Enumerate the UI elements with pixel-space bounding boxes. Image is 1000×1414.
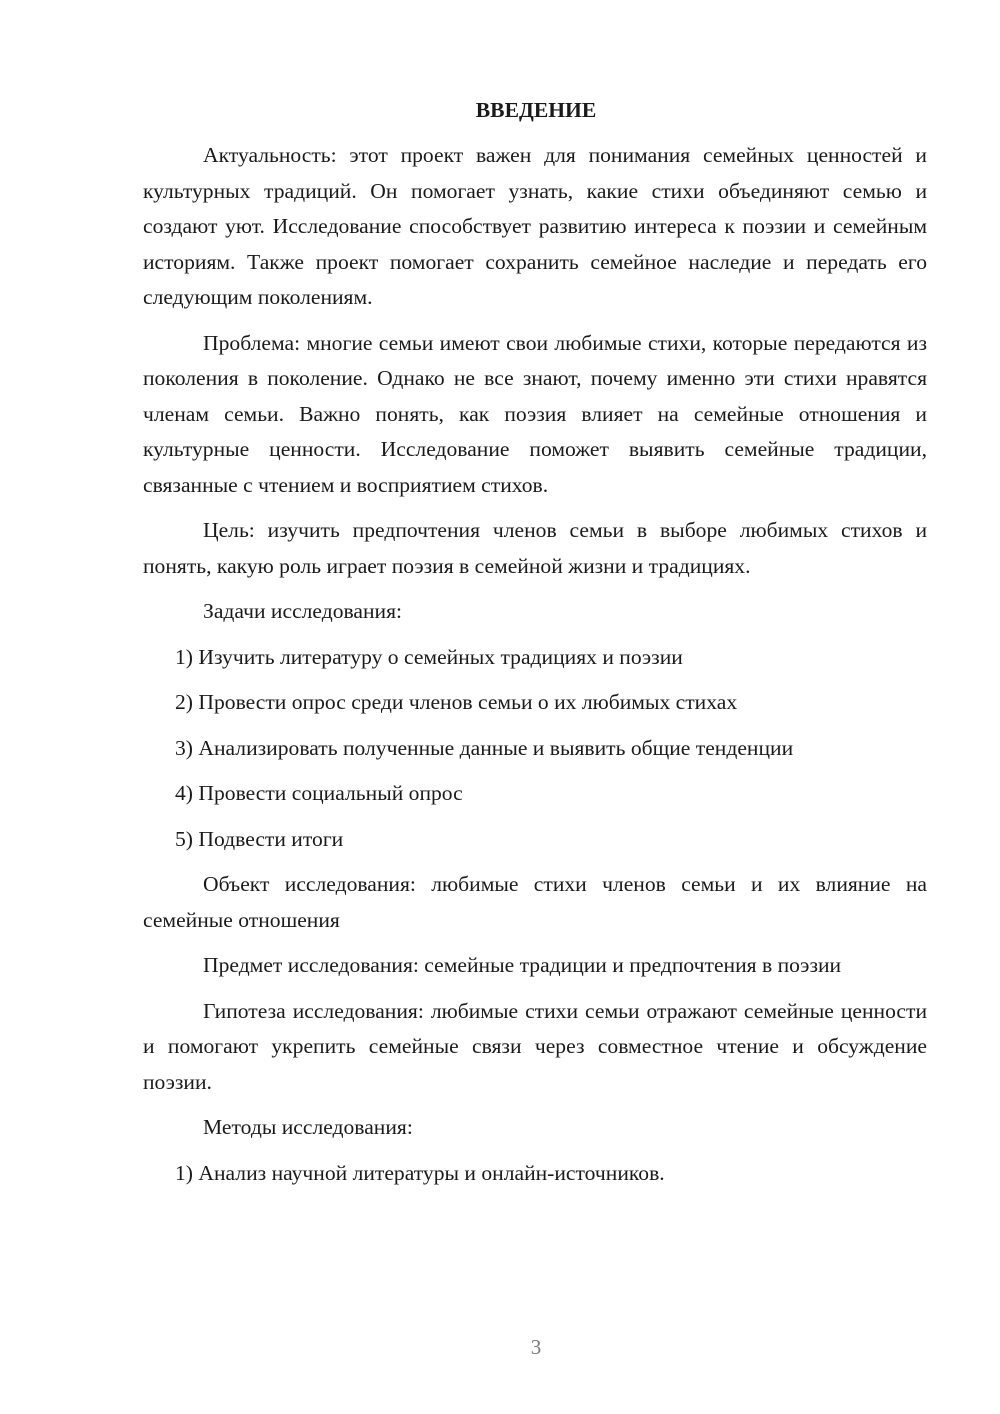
tasks-list <box>143 640 927 858</box>
list-item: 4) Провести социальный опрос <box>175 781 463 805</box>
methods-heading: Методы исследования: <box>203 1115 413 1139</box>
list-item: 1) Изучить литературу о семейных традициях и поэзии <box>175 644 683 669</box>
object-paragraph: Объект исследования: любимые стихи членов семьи и их влияние на семейные отношения <box>143 872 927 932</box>
problem-paragraph: Проблема: многие семьи имеют свои любимые стихи, которые передаются из поколения в поколение. Однако не все знают, почему именно эти стихи нравятся членам семьи. Важно понять, как поэзия влияет на семейные отношения и культурные ценности. Исследование поможет выявить семейные традиции, связанные с чтением и восприятием стихов. <box>143 330 927 497</box>
list-item: 2) Провести опрос среди членов семьи о их любимых стихах <box>175 690 738 714</box>
document-body <box>143 92 927 1201</box>
list-item: 3) Анализировать полученные данные и выявить общие тенденции <box>175 735 794 760</box>
list-item: 1) Анализ научной литературы и онлайн-источников. <box>175 1160 665 1185</box>
subject-paragraph: Предмет исследования: семейные традиции и предпочтения в поэзии <box>203 953 842 977</box>
goal-paragraph: Цель: изучить предпочтения членов семьи в выборе любимых стихов и понять, какую роль играет поэзия в семейной жизни и традициях. <box>143 518 927 578</box>
methods-list <box>143 1156 927 1192</box>
list-item: 5) Подвести итоги <box>175 826 344 851</box>
relevance-paragraph: Актуальность: этот проект важен для понимания семейных ценностей и культурных традиций. Он помогает узнать, какие стихи объединяют семью и создают уют. Исследование способствует развитию интереса к поэзии и семейным историям. Также проект помогает сохранить семейное наследие и передать его следующим поколениям. <box>143 143 927 309</box>
tasks-heading: Задачи исследования: <box>203 599 403 623</box>
page-number: 3 <box>530 1335 542 1359</box>
section-title: ВВЕДЕНИЕ <box>475 98 597 122</box>
hypothesis-paragraph: Гипотеза исследования: любимые стихи семьи отражают семейные ценности и помогают укрепить семейные связи через совместное чтение и обсуждение поэзии. <box>143 998 927 1094</box>
